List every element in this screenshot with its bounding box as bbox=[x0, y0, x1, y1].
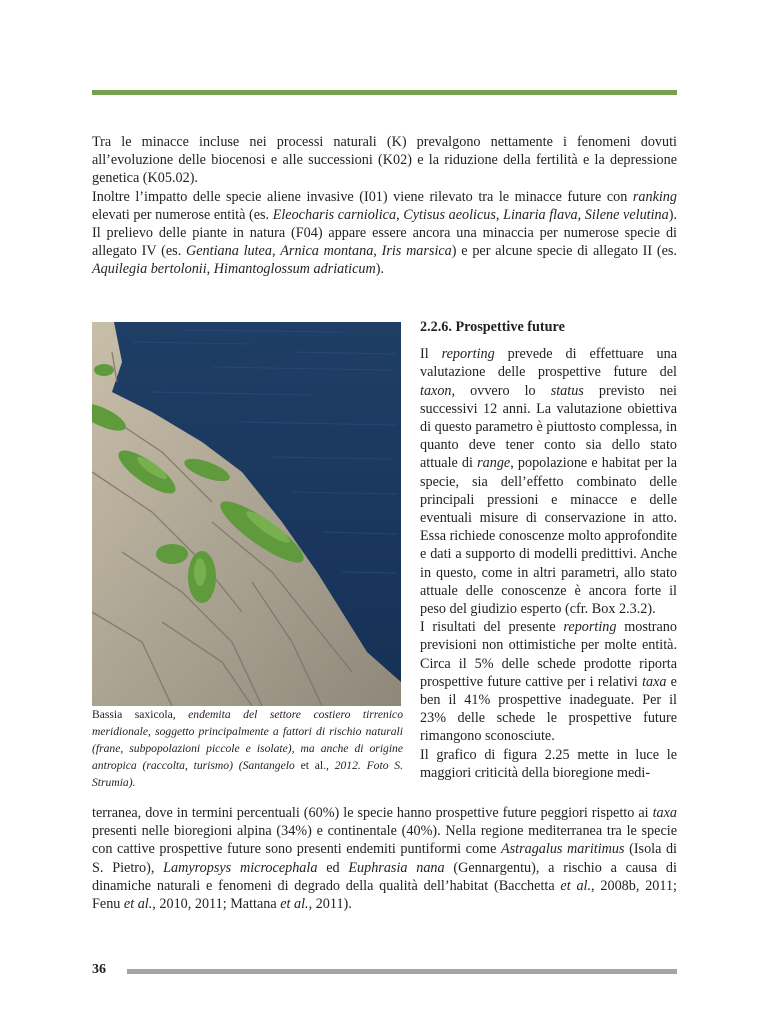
photo-caption: Bassia saxicola, endemita del settore costiero tirrenico meridionale, soggetto principalmente a fattori di rischio naturali (frane, subpopolazioni piccole e isolate), ma anche di origine antropica (raccolta, turismo) (Santangelo et al., 2012. Foto S. Strumia). bbox=[92, 708, 403, 789]
header-rule bbox=[92, 90, 677, 95]
section-prospettive-future bbox=[420, 318, 677, 782]
intro-text bbox=[92, 133, 677, 279]
section-paragraph-2: I risultati del presente reporting mostrano previsioni non ottimistiche per molte entità. Circa il 5% delle schede prodotte riporta prospettive future cattive per i relativi taxa e ben il 41% prospettive inadeguate. Per il 23% delle schede le prospettive future rimangono sconosciute. bbox=[420, 619, 677, 745]
intro-paragraph-2: Inoltre l’impatto delle specie aliene invasive (I01) viene rilevato tra le minacce future con ranking elevati per numerose entità (es. Eleocharis carniolica, Cytisus aeolicus, Linaria flava, Silene velutina). Il prelievo delle piante in natura (F04) appare essere ancora una minaccia per numerose specie di allegato IV (es. Gentiana lutea, Arnica montana, Iris marsica) e per alcune specie di allegato II (es. Aquilegia bertolonii, Himantoglossum adriaticum). bbox=[92, 188, 678, 278]
page-number: 36 bbox=[92, 962, 106, 977]
section-heading: 2.2.6. Prospettive future bbox=[420, 319, 565, 335]
closing-paragraph: terranea, dove in termini percentuali (60%) le specie hanno prospettive future peggiori rispetto ai taxa presenti nelle bioregioni alpina (34%) e continentale (40%). Nella regione mediterranea tra le specie con cattive prospettive future sono presenti endemiti puntiformi come Astragalus maritimus (Isola di S. Pietro), Lamyropsys microcephala ed Euphrasia nana (Gennargentu), a rischio a causa di dinamiche naturali e fenomeni di degrado della qualità dell’habitat (Bacchetta et al., 2008b, 2011; Fenu et al., 2010, 2011; Mattana et al., 2011). bbox=[92, 805, 677, 913]
footer-rule bbox=[127, 969, 677, 974]
intro-paragraph-1: Tra le minacce incluse nei processi naturali (K) prevalgono nettamente i fenomeni dovuti all’evoluzione delle biocenosi e alle successioni (K02) e la riduzione della fertilità e la depressione genetica (K05.02). bbox=[92, 134, 677, 187]
coastal-cliff-photo bbox=[92, 322, 401, 706]
section-paragraph-1: Il reporting prevede di effettuare una valutazione delle prospettive future del taxon, ovvero lo status previsto nei successivi 12 anni. La valutazione obiettiva di questo parametro è piuttosto complessa, in quanto deve tener conto sia dello stato attuale di range, popolazione e habitat per la specie, sia dell’effetto combinato delle principali pressioni e minacce e delle eventuali misure di conservazione in atto. Essa richiede conoscenze molto approfondite e dati a supporto di modelli predittivi. Anche in questo, come in altri parametri, allo stato attuale delle conoscenze è ancora forte il peso del giudizio esperto (cfr. Box 2.3.2). bbox=[420, 346, 678, 618]
section-paragraph-3: Il grafico di figura 2.25 mette in luce le maggiori criticità della bioregione medi- bbox=[420, 746, 677, 781]
